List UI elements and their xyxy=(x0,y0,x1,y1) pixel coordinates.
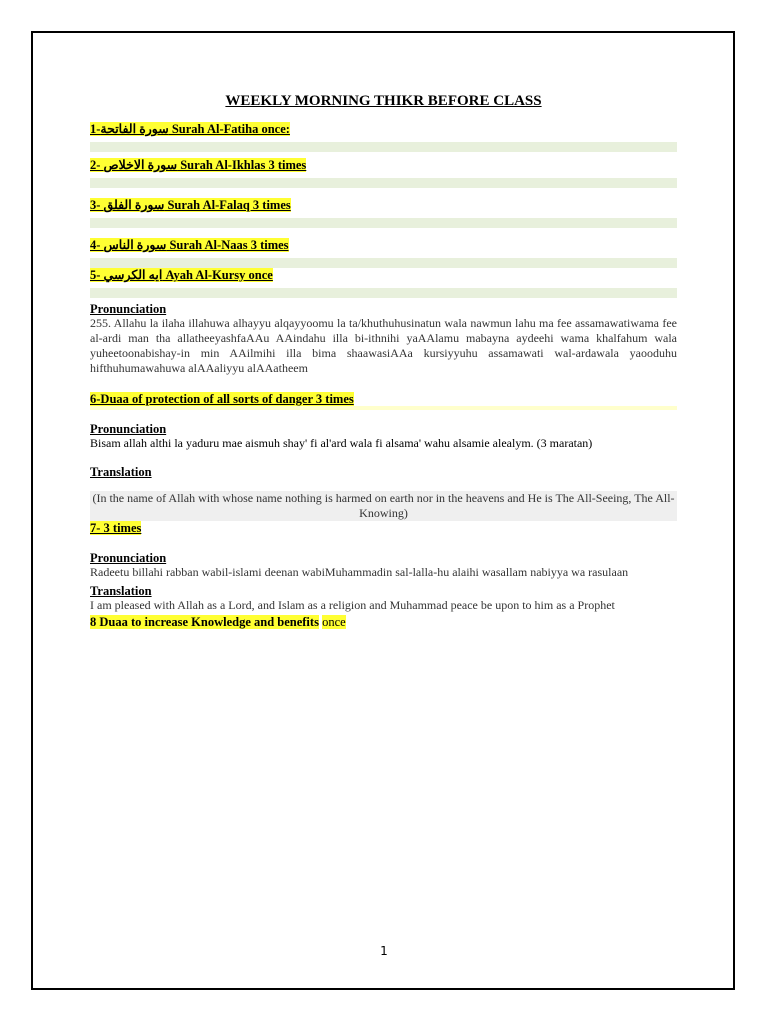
section-6-pronunciation: Bisam allah althi la yaduru mae aismuh shay' fi al'ard wala fi alsama' wahu alsamie alealym. (3 maratan) xyxy=(90,436,593,450)
section-5-heading: 5- ايه الكرسي Ayah Al-Kursy once xyxy=(90,268,273,282)
section-7-heading: 7- 3 times xyxy=(90,521,142,535)
section-5-arabic-block xyxy=(90,288,677,298)
section-7-translation: I am pleased with Allah as a Lord, and Islam as a religion and Muhammad peace be upon to him as a Prophet xyxy=(90,598,615,612)
section-6-translation-label: Translation xyxy=(90,465,152,479)
section-4-arabic-block xyxy=(90,258,677,268)
section-6-pronunciation-label: Pronunciation xyxy=(90,422,167,436)
section-8-heading: 8 Duaa to increase Knowledge and benefits once xyxy=(90,615,346,629)
section-5-pronunciation-label: Pronunciation xyxy=(90,302,167,316)
document-page xyxy=(90,90,677,629)
section-6-heading: 6-Duaa of protection of all sorts of danger 3 times xyxy=(90,392,354,406)
section-5-pronunciation: 255. Allahu la ilaha illahuwa alhayyu alqayyoomu la ta/khuthuhusinatun wala nawmun lahu ma fee assamawatiwama fee al-ardi man tha allatheeyashfaAAu AAindahu illa bi-ithnihi yaAAlamu mabayna aydeehi wama khalfahum wala yuheetoonabishay-in min AAilmihi illa bima shaawasiAAa kursiyyuhu assamawati wal-ardawala yaooduhu hifthuhumawahuwa alAAaliyyu alAAatheem xyxy=(90,316,677,375)
section-6-arabic xyxy=(90,406,677,410)
section-1-arabic-block xyxy=(90,142,677,152)
section-7-translation-label: Translation xyxy=(90,584,152,598)
section-1-heading: 1-سورة الفاتحة Surah Al-Fatiha once: xyxy=(90,122,290,136)
section-3-heading: 3- سورة الفلق Surah Al-Falaq 3 times xyxy=(90,198,291,212)
document-title: WEEKLY MORNING THIKR BEFORE CLASS xyxy=(225,93,542,109)
section-3-arabic-block xyxy=(90,218,677,228)
page-number: 1 xyxy=(380,944,388,958)
section-2-heading: 2- سورة الاخلاص Surah Al-Ikhlas 3 times xyxy=(90,158,307,172)
section-2-arabic-block xyxy=(90,178,677,188)
section-7-pronunciation: Radeetu billahi rabban wabil-islami deenan wabiMuhammadin sal-lalla-hu alaihi wasallam nabiyya wa rasulaan xyxy=(90,565,629,579)
section-4-heading: 4- سورة الناس Surah Al-Naas 3 times xyxy=(90,238,289,252)
section-7-pronunciation-label: Pronunciation xyxy=(90,551,167,565)
section-6-translation: (In the name of Allah with whose name nothing is harmed on earth nor in the heavens and He is The All-Seeing, The All-Knowing) xyxy=(90,491,677,521)
